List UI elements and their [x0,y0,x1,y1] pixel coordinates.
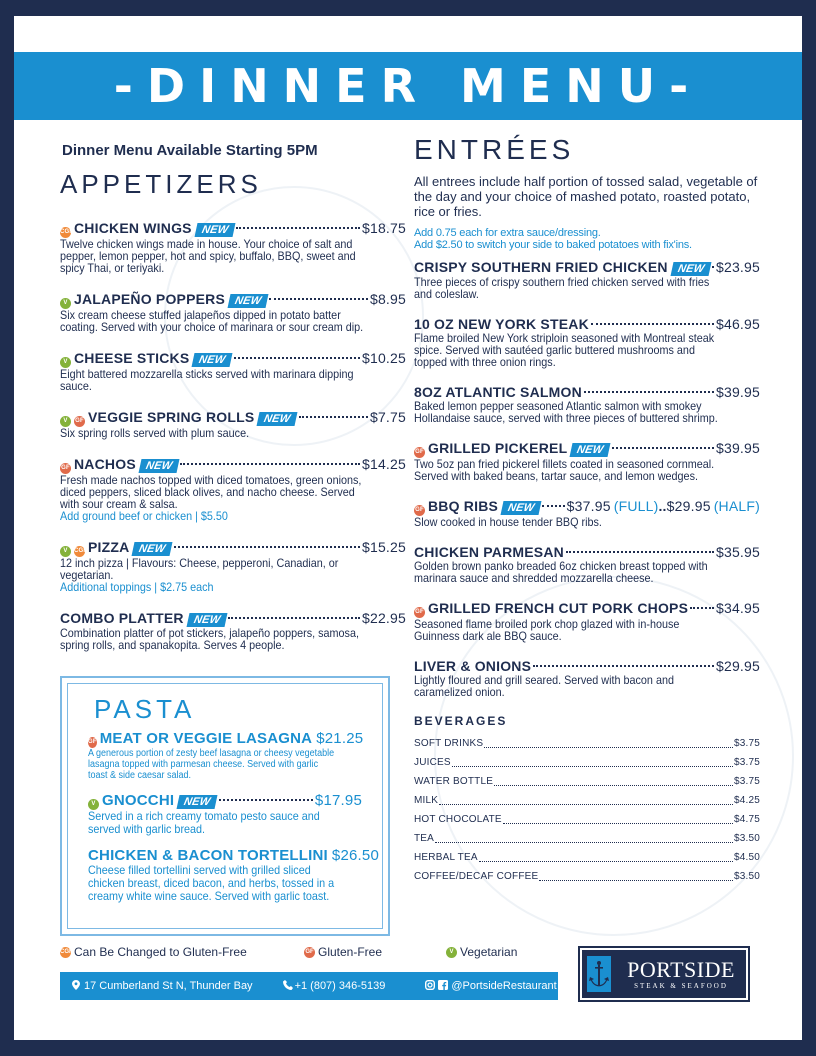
new-tag: NEW [192,353,233,367]
dot-leader [479,843,733,862]
item-name-row [60,409,406,427]
beverages-title: BEVERAGES [414,714,508,728]
item-name-row [60,291,406,309]
dot-leader [452,748,733,767]
new-tag: NEW [138,459,179,473]
item-price: $34.95 [715,600,760,616]
dot-leader [712,266,714,268]
gf-badge-icon: GF [304,947,315,958]
item-description: Six cream cheese stuffed jalapeños dipped in potato batter coating. Served with your choice of marinara or sour cream dip. [60,308,364,334]
item-description: Fresh made nachos topped with diced tomatoes, green onions, diced peppers, sliced black olives, and nacho cheese. Served with sour cream & salsa. [60,473,362,511]
item-name-row [60,350,406,368]
dot-leader [299,416,368,418]
gf-badge-icon: GF [414,607,425,618]
availability-note: Dinner Menu Available Starting 5PM [62,142,318,159]
item-name: COMBO PLATTER [60,610,184,626]
item-price: $35.95 [715,544,760,560]
gf-badge-icon: GF [60,463,71,474]
item-description: Two 5oz pan fried pickerel fillets coated in seasoned cornmeal. Served with baked beans, tartar sauce, and lemon wedges. [414,457,715,483]
dot-leader [439,786,733,805]
item-description: Twelve chicken wings made in house. Your choice of salt and pepper, lemon pepper, hot and spicy, buffalo, BBQ, sweet and spicy Thai, or teriyaki. [60,237,356,275]
cgf-badge-icon: CGF [74,546,85,557]
item-description: 12 inch pizza | Flavours: Cheese, pepperoni, Canadian, or vegetarian. [60,556,339,582]
beverage-name: COFFEE/DECAF COFFEE [414,871,539,882]
dot-leader [484,729,733,748]
item-name: BBQ RIBS [428,498,499,514]
item-name: GRILLED FRENCH CUT PORK CHOPS [428,600,689,616]
item-name: CRISPY SOUTHERN FRIED CHICKEN [414,259,668,275]
menu-item [60,350,406,392]
beverage-price: $4.50 [733,852,760,863]
v-badge-icon: V [60,546,71,557]
item-name-row [60,456,406,474]
cgf-badge-icon: CGF [60,227,71,238]
beverage-price: $3.50 [733,871,760,882]
new-tag: NEW [257,412,298,426]
legend-cgf-label: Can Be Changed to Gluten-Free [74,945,247,959]
dot-leader [174,546,360,548]
menu-item [60,409,406,439]
item-name-row [414,544,760,560]
gf-badge-icon: GF [414,447,425,458]
phone-icon [283,980,293,993]
beverage-price: $3.75 [733,776,760,787]
item-name: CHICKEN & BACON TORTELLINI [88,847,328,864]
item-price: $23.95 [715,259,760,275]
item-extra: Additional toppings | $2.75 each [60,580,214,594]
menu-item [414,316,760,368]
item-name-row [414,384,760,400]
item-name-row [88,793,362,810]
item-price-half: $29.95 [666,498,711,514]
phone-text[interactable]: +1 (807) 346-5139 [294,980,386,992]
page-title: -DINNER MENU- [14,52,802,120]
item-name: CHICKEN WINGS [74,220,192,236]
menu-item [88,847,380,903]
v-badge-icon: V [60,416,71,427]
new-tag: NEW [670,262,711,276]
item-name: VEGGIE SPRING ROLLS [88,409,255,425]
address-text: 17 Cumberland St N, Thunder Bay [84,980,253,992]
item-price: $8.95 [369,291,406,307]
dot-leader [180,463,360,465]
beverage-price: $3.50 [733,833,760,844]
item-description: Combination platter of pot stickers, jalapeño poppers, samosa, spring rolls, and spanakopita. Serves 4 people. [60,626,359,652]
menu-item [88,731,362,781]
legend-cgf [60,945,247,959]
beverage-name: TEA [414,833,435,844]
menu-item [414,544,760,584]
item-description: Three pieces of crispy southern fried chicken served with fries and coleslaw. [414,275,710,301]
menu-item [414,259,760,300]
pasta-title: PASTA [94,694,196,724]
instagram-icon[interactable] [425,980,435,993]
item-name-row [414,658,760,674]
beverage-name: WATER BOTTLE [414,776,494,787]
left-column [60,142,406,668]
item-name: CHICKEN PARMESAN [414,544,564,560]
menu-item [60,220,406,274]
item-name-row [88,731,362,748]
dot-leader [542,505,564,507]
legend-gf [304,945,382,959]
logo-name: PORTSIDE [627,957,735,982]
item-price: $37.95 [566,498,611,514]
dot-leader [236,227,360,229]
beverage-price: $3.75 [733,757,760,768]
beverage-name: SOFT DRINKS [414,738,484,749]
dot-leader [566,551,714,553]
beverage-name: MILK [414,795,439,806]
legend-v-label: Vegetarian [460,945,518,959]
new-tag: NEW [194,223,235,237]
gf-badge-icon: GF [414,505,425,516]
item-name: CHEESE STICKS [74,350,190,366]
beverage-price: $4.25 [733,795,760,806]
item-price: $15.25 [361,539,406,555]
new-tag: NEW [570,443,611,457]
item-name-row [60,220,406,238]
beverages-list [414,734,760,886]
item-name-row [414,440,760,458]
menu-item [414,384,760,424]
pasta-box [60,676,390,936]
item-price: $22.95 [361,610,406,626]
dot-leader [435,824,733,843]
dot-leader [219,799,313,801]
logo-tagline: STEAK & SEAFOOD [634,982,728,990]
item-name: GRILLED PICKEREL [428,440,568,456]
v-badge-icon: V [60,357,71,368]
item-name-row [414,259,760,276]
item-price: $21.25 [316,730,364,747]
menu-item [414,498,760,528]
beverage-row [414,867,760,886]
item-description: Served in a rich creamy tomato pesto sauce and served with garlic bread. [88,809,320,836]
right-column [414,134,760,886]
new-tag: NEW [177,795,218,809]
dot-leader [533,665,714,667]
item-price: $26.50 [331,847,380,864]
item-extra: Add ground beef or chicken | $5.50 [60,509,228,523]
v-badge-icon: V [446,947,457,958]
beverage-price: $4.75 [733,814,760,825]
item-description: Eight battered mozzarella sticks served with marinara dipping sauce. [60,367,354,393]
entrees-list [414,259,760,698]
menu-page [14,16,802,1040]
menu-item [60,291,406,333]
anchor-icon [582,950,616,998]
item-name: PIZZA [88,539,130,555]
item-name: JALAPEÑO POPPERS [74,291,226,307]
dot-leader [234,357,360,359]
item-description: Six spring rolls served with plum sauce. [60,426,250,440]
item-price: $10.25 [361,350,406,366]
item-name: NACHOS [74,456,136,472]
item-name: GNOCCHI [102,792,175,809]
item-name: 8OZ ATLANTIC SALMON [414,384,582,400]
legend-v [446,945,517,959]
entrees-note-side: Add $2.50 to switch your side to baked potatoes with fix'ins. [414,239,692,251]
item-price: $18.75 [361,220,406,236]
item-price: $39.95 [715,440,760,456]
appetizers-list [60,220,406,651]
v-badge-icon: V [60,298,71,309]
new-tag: NEW [228,294,269,308]
menu-item [88,793,362,836]
beverage-name: HERBAL TEA [414,852,478,863]
beverage-price: $3.75 [733,738,760,749]
dot-leader [494,767,733,786]
menu-item [414,600,760,642]
gf-badge-icon: GF [74,416,85,427]
entrees-title: ENTRÉES [414,134,575,165]
item-price: $29.95 [715,658,760,674]
item-price-tag: (FULL) [613,498,659,514]
entrees-note-sauce: Add 0.75 each for extra sauce/dressing. [414,227,601,239]
menu-item [414,658,760,698]
item-price: $17.95 [314,792,362,809]
cgf-badge-icon: CGF [60,947,71,958]
item-price: $46.95 [715,316,760,332]
item-price: $14.25 [361,456,406,472]
menu-item [60,456,406,522]
item-description: Seasoned flame broiled pork chop glazed with in-house Guinness dark ale BBQ sauce. [414,617,680,643]
item-name-row [414,316,760,332]
dot-leader [690,607,714,609]
v-badge-icon: V [88,799,99,810]
item-name-row [60,539,406,557]
item-name-row [88,847,380,864]
menu-item [414,440,760,482]
item-price-tag: (HALF) [713,498,760,514]
facebook-icon[interactable] [438,980,448,993]
dot-leader [584,391,714,393]
item-description: Slow cooked in house tender BBQ ribs. [414,515,602,529]
item-name-row [414,498,760,516]
dot-leader [539,862,733,881]
dot-leader [503,805,733,824]
new-tag: NEW [501,501,542,515]
location-pin-icon [72,980,80,993]
social-handle[interactable]: @PortsideRestaurant [451,980,557,992]
portside-logo [580,948,748,1000]
item-description: Baked lemon pepper seasoned Atlantic salmon with smokey Hollandaise sauce, served with three pieces of buttered shrimp. [414,399,718,425]
item-name-row [414,600,760,618]
item-description: Cheese filled tortellini served with grilled sliced chicken breast, diced bacon, and herbs, tossed in a creamy white wine sauce. Served with garlic toast. [88,863,335,903]
contact-footer [60,972,558,1000]
item-name: LIVER & ONIONS [414,658,532,674]
new-tag: NEW [186,613,227,627]
dot-leader [228,617,360,619]
item-name: MEAT OR VEGGIE LASAGNA [99,730,313,747]
beverage-name: HOT CHOCOLATE [414,814,502,825]
item-description: A generous portion of zesty beef lasagna or cheesy vegetable lasagna topped with parmesan cheese. Served with garlic toast & side caesar salad. [88,748,335,781]
beverage-name: JUICES [414,757,451,768]
item-name-row [60,610,406,627]
item-description: Lightly floured and grill seared. Served with bacon and caramelized onion. [414,673,674,699]
menu-item [60,539,406,593]
item-name: 10 OZ NEW YORK STEAK [414,316,589,332]
dot-leader [612,447,714,449]
gf-badge-icon: GF [88,737,97,748]
item-description: Golden brown panko breaded 6oz chicken breast topped with marinara sauce and shredded mozzarella cheese. [414,559,708,585]
pasta-list [88,730,380,903]
appetizers-title: APPETIZERS [60,169,262,199]
new-tag: NEW [132,542,173,556]
dot-leader [591,323,714,325]
item-price: $39.95 [715,384,760,400]
entrees-intro: All entrees include half portion of tossed salad, vegetable of the day and your choice of mashed potato, roasted potato, rice or fries. [414,174,758,219]
item-price: $7.75 [369,409,406,425]
price-dots: .. [658,498,667,514]
menu-item [60,610,406,651]
dot-leader [269,298,368,300]
item-description: Flame broiled New York striploin seasoned with Montreal steak spice. Served with sautéed garlic buttered mushrooms and topped with three onion rings. [414,331,715,369]
legend-gf-label: Gluten-Free [318,945,383,959]
